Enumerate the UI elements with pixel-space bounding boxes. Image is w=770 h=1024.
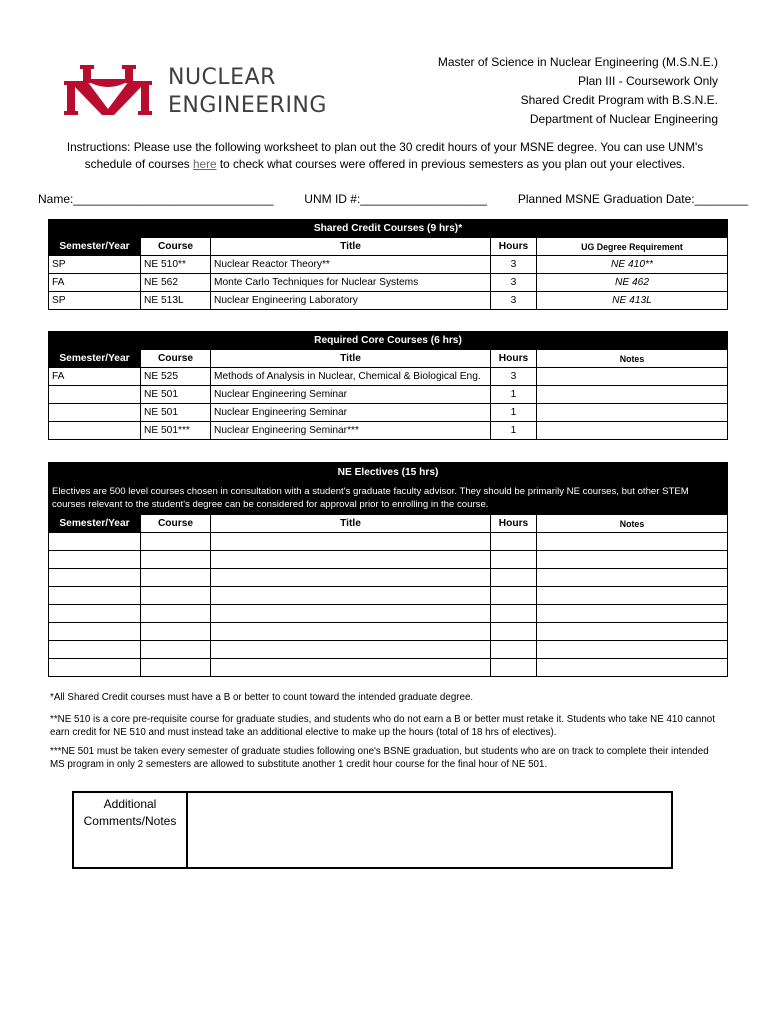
semester-cell[interactable]: FA — [49, 368, 141, 386]
name-field[interactable]: Name:______________________________ — [38, 192, 274, 206]
header-program: Shared Credit Program with B.S.N.E. — [520, 93, 718, 107]
logo-line-2: ENGINEERING — [168, 93, 327, 118]
title-cell[interactable] — [211, 641, 491, 659]
notes-cell[interactable] — [537, 422, 728, 440]
header-degree: Master of Science in Nuclear Engineering (M.S.N.E.) — [437, 55, 718, 69]
shared-credit-title: Shared Credit Courses (9 hrs)* — [49, 220, 728, 238]
col-notes: Notes — [537, 350, 728, 368]
title-cell[interactable] — [211, 533, 491, 551]
notes-cell[interactable] — [537, 569, 728, 587]
comments-box — [72, 791, 673, 869]
hours-cell[interactable]: 3 — [491, 368, 537, 386]
course-cell[interactable]: NE 562 — [141, 274, 211, 292]
comments-input[interactable] — [188, 793, 671, 867]
instructions-text-2: to check what courses were offered in previous semesters as you plan out your electives. — [216, 157, 686, 171]
shared-credit-table — [48, 219, 728, 310]
col-ug-requirement: UG Degree Requirement — [537, 238, 728, 256]
col-semester: Semester/Year — [49, 238, 141, 256]
table-row — [49, 292, 728, 310]
table-row — [49, 274, 728, 292]
semester-cell[interactable] — [49, 404, 141, 422]
col-course: Course — [141, 515, 211, 533]
title-cell[interactable]: Nuclear Engineering Seminar — [211, 386, 491, 404]
footnote-1: *All Shared Credit courses must have a B or better to count toward the intended graduate degree. — [50, 692, 474, 703]
title-cell[interactable]: Nuclear Engineering Laboratory — [211, 292, 491, 310]
table-row — [49, 368, 728, 386]
semester-cell[interactable] — [49, 605, 141, 623]
col-title: Title — [211, 515, 491, 533]
table-row — [49, 659, 728, 677]
course-cell[interactable] — [141, 533, 211, 551]
hours-cell[interactable] — [491, 587, 537, 605]
table-row — [49, 605, 728, 623]
table-row — [49, 551, 728, 569]
col-course: Course — [141, 350, 211, 368]
logo-line-1: NUCLEAR — [168, 65, 276, 90]
electives-table — [48, 462, 728, 677]
table-row — [49, 386, 728, 404]
document-header — [438, 53, 718, 129]
header-department: Department of Nuclear Engineering — [529, 112, 718, 126]
course-cell[interactable]: NE 513L — [141, 292, 211, 310]
hours-cell[interactable]: 1 — [491, 404, 537, 422]
semester-cell[interactable] — [49, 551, 141, 569]
notes-cell[interactable] — [537, 587, 728, 605]
col-title: Title — [211, 238, 491, 256]
notes-cell[interactable] — [537, 551, 728, 569]
hours-cell[interactable] — [491, 569, 537, 587]
title-cell[interactable]: Nuclear Reactor Theory** — [211, 256, 491, 274]
core-courses-title: Required Core Courses (6 hrs) — [49, 332, 728, 350]
hours-cell[interactable]: 3 — [491, 256, 537, 274]
electives-description: Electives are 500 level courses chosen in consultation with a student's graduate faculty advisor. They should be primarily NE courses, but other STEM courses relevant to the student's degree can be considered for approval prior to enrolling in the course. — [49, 482, 728, 515]
comments-label: Additional Comments/Notes — [74, 793, 188, 867]
hours-cell[interactable]: 1 — [491, 422, 537, 440]
course-cell[interactable]: NE 510** — [141, 256, 211, 274]
hours-cell[interactable] — [491, 605, 537, 623]
table-row — [49, 587, 728, 605]
notes-cell[interactable] — [537, 641, 728, 659]
table-row — [49, 404, 728, 422]
ug-requirement-cell: NE 413L — [537, 292, 728, 310]
semester-cell[interactable] — [49, 587, 141, 605]
student-info-line — [38, 192, 748, 206]
title-cell[interactable] — [211, 623, 491, 641]
footnote-2: **NE 510 is a core pre-requisite course for graduate studies, and students who do not earn a B or better must retake it. Students who take NE 410 cannot earn credit for NE 510 and must instead take an additional elective to make up the hours (total of 18 hrs of electives). — [50, 714, 715, 738]
semester-cell[interactable] — [49, 533, 141, 551]
course-cell[interactable]: NE 525 — [141, 368, 211, 386]
unm-id-field[interactable]: UNM ID #:___________________ — [304, 192, 488, 206]
hours-cell[interactable] — [491, 551, 537, 569]
semester-cell[interactable] — [49, 422, 141, 440]
elective-rows — [49, 533, 728, 677]
header-plan: Plan III - Coursework Only — [577, 74, 718, 88]
notes-cell[interactable] — [537, 605, 728, 623]
hours-cell[interactable] — [491, 641, 537, 659]
table-row — [49, 569, 728, 587]
semester-cell[interactable]: SP — [49, 292, 141, 310]
hours-cell[interactable] — [491, 659, 537, 677]
course-cell[interactable]: NE 501 — [141, 404, 211, 422]
instructions — [50, 139, 720, 173]
col-semester: Semester/Year — [49, 515, 141, 533]
core-courses-table — [48, 331, 728, 440]
schedule-link[interactable]: here — [192, 157, 217, 171]
hours-cell[interactable] — [491, 533, 537, 551]
col-notes: Notes — [537, 515, 728, 533]
col-hours: Hours — [491, 350, 537, 368]
col-hours: Hours — [491, 515, 537, 533]
notes-cell[interactable] — [537, 533, 728, 551]
title-cell[interactable] — [211, 551, 491, 569]
ug-requirement-cell: NE 410** — [537, 256, 728, 274]
table-row — [49, 623, 728, 641]
title-cell[interactable] — [211, 569, 491, 587]
table-row — [49, 533, 728, 551]
semester-cell[interactable] — [49, 569, 141, 587]
semester-cell[interactable] — [49, 641, 141, 659]
table-row — [49, 256, 728, 274]
title-cell[interactable]: Nuclear Engineering Seminar — [211, 404, 491, 422]
notes-cell[interactable] — [537, 386, 728, 404]
table-row — [49, 422, 728, 440]
electives-title: NE Electives (15 hrs) — [49, 463, 728, 482]
col-course: Course — [141, 238, 211, 256]
course-cell[interactable] — [141, 659, 211, 677]
unm-logo — [64, 64, 327, 120]
hours-cell[interactable]: 1 — [491, 386, 537, 404]
semester-cell[interactable]: SP — [49, 256, 141, 274]
semester-cell[interactable] — [49, 659, 141, 677]
title-cell[interactable]: Nuclear Engineering Seminar*** — [211, 422, 491, 440]
semester-cell[interactable] — [49, 623, 141, 641]
col-hours: Hours — [491, 238, 537, 256]
course-cell[interactable]: NE 501 — [141, 386, 211, 404]
hours-cell[interactable] — [491, 623, 537, 641]
course-cell[interactable] — [141, 587, 211, 605]
title-cell[interactable] — [211, 659, 491, 677]
course-cell[interactable] — [141, 551, 211, 569]
course-cell[interactable] — [141, 605, 211, 623]
semester-cell[interactable] — [49, 386, 141, 404]
hours-cell[interactable]: 3 — [491, 292, 537, 310]
course-cell[interactable] — [141, 641, 211, 659]
course-cell[interactable] — [141, 623, 211, 641]
ug-requirement-cell: NE 462 — [537, 274, 728, 292]
notes-cell[interactable] — [537, 659, 728, 677]
course-cell[interactable]: NE 501*** — [141, 422, 211, 440]
table-row — [49, 641, 728, 659]
course-cell[interactable] — [141, 569, 211, 587]
instructions-text-1: Instructions: Please use the following worksheet to plan out the 30 credit hours of your MSNE degree. You can use UNM's schedule of courses — [66, 140, 704, 171]
col-title: Title — [211, 350, 491, 368]
hours-cell[interactable]: 3 — [491, 274, 537, 292]
title-cell[interactable] — [211, 587, 491, 605]
semester-cell[interactable]: FA — [49, 274, 141, 292]
title-cell[interactable]: Monte Carlo Techniques for Nuclear Systems — [211, 274, 491, 292]
graduation-date-field[interactable]: Planned MSNE Graduation Date:________ — [517, 192, 748, 206]
notes-cell[interactable] — [537, 368, 728, 386]
notes-cell[interactable] — [537, 623, 728, 641]
title-cell[interactable]: Methods of Analysis in Nuclear, Chemical & Biological Eng. — [211, 368, 491, 386]
title-cell[interactable] — [211, 605, 491, 623]
notes-cell[interactable] — [537, 404, 728, 422]
unm-logo-icon — [64, 65, 152, 119]
col-semester: Semester/Year — [49, 350, 141, 368]
footnote-3: ***NE 501 must be taken every semester of graduate studies following one's BSNE graduation, but students who are on track to complete their intended MS program in only 2 semesters are allowed to substitute another 1 credit hour course for the final hour of NE 501. — [50, 746, 709, 770]
